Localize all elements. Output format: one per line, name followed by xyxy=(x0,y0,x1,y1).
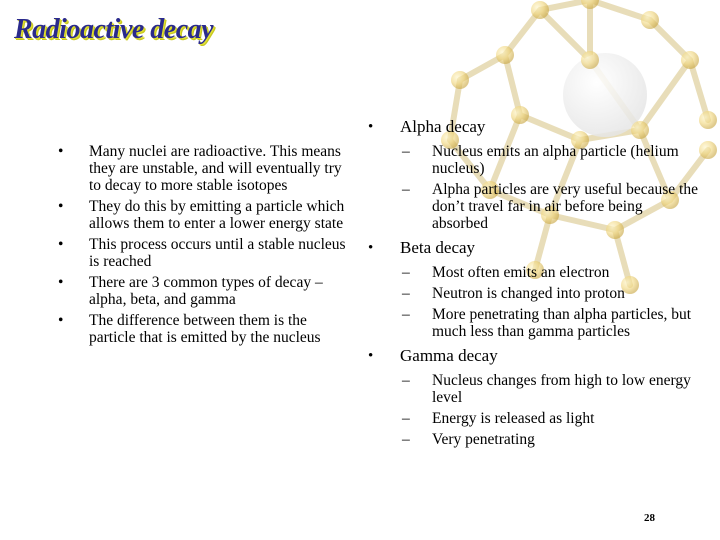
bullet-marker: • xyxy=(368,348,374,364)
decay-detail-item xyxy=(400,431,698,448)
dash-marker: – xyxy=(402,143,410,160)
decay-detail-list xyxy=(400,143,698,232)
decay-detail-item xyxy=(400,285,698,302)
decay-type-heading: Gamma decay xyxy=(400,346,498,365)
intro-bullet xyxy=(58,274,348,308)
decay-detail-text: Energy is released as light xyxy=(432,410,595,427)
decay-detail-text: More penetrating than alpha particles, but much less than gamma particles xyxy=(432,306,692,340)
bullet-marker: • xyxy=(58,236,64,253)
bullet-marker: • xyxy=(368,119,374,135)
intro-bullet xyxy=(58,236,348,270)
decay-detail-list xyxy=(400,264,698,340)
decay-detail-item xyxy=(400,306,698,340)
intro-bullet-text: There are 3 common types of decay – alpha, beta, and gamma xyxy=(89,274,323,308)
dash-marker: – xyxy=(402,181,410,198)
decay-detail-text: Most often emits an electron xyxy=(432,264,610,281)
decay-detail-item xyxy=(400,181,698,232)
decay-detail-item xyxy=(400,372,698,406)
decay-detail-text: Very penetrating xyxy=(432,431,535,448)
dash-marker: – xyxy=(402,372,410,389)
decay-detail-item xyxy=(400,410,698,427)
dash-marker: – xyxy=(402,285,410,302)
decay-type-item xyxy=(368,346,698,448)
dash-marker: – xyxy=(402,306,410,323)
bullet-marker: • xyxy=(368,240,374,256)
decay-types-list xyxy=(368,117,698,454)
decay-detail-text: Nucleus changes from high to low energy level xyxy=(432,372,691,406)
intro-bullet xyxy=(58,198,348,232)
decay-type-heading: Alpha decay xyxy=(400,117,486,136)
bullet-marker: • xyxy=(58,274,64,291)
intro-bullet-text: They do this by emitting a particle which allows them to enter a lower energy state xyxy=(89,198,345,232)
decay-type-item xyxy=(368,117,698,232)
dash-marker: – xyxy=(402,431,410,448)
decay-type-item xyxy=(368,238,698,340)
bullet-marker: • xyxy=(58,143,64,160)
decay-detail-text: Alpha particles are very useful because the don’t travel far in air before being absorbed xyxy=(432,181,698,232)
bullet-marker: • xyxy=(58,312,64,329)
decay-detail-text: Neutron is changed into proton xyxy=(432,285,625,302)
intro-bullet-text: This process occurs until a stable nucleus is reached xyxy=(89,236,346,270)
decay-detail-item xyxy=(400,264,698,281)
intro-bullet-text: The difference between them is the particle that is emitted by the nucleus xyxy=(89,312,321,346)
intro-bullet xyxy=(58,143,348,194)
page-number: 28 xyxy=(644,512,655,524)
intro-bullet-text: Many nuclei are radioactive. This means they are unstable, and will eventually try to decay to more stable isotopes xyxy=(89,143,342,194)
intro-bullet-list xyxy=(58,143,348,350)
dash-marker: – xyxy=(402,410,410,427)
decay-detail-text: Nucleus emits an alpha particle (helium nucleus) xyxy=(432,143,679,177)
slide-title: Radioactive decay xyxy=(14,14,214,45)
bullet-marker: • xyxy=(58,198,64,215)
decay-detail-list xyxy=(400,372,698,448)
intro-bullet xyxy=(58,312,348,346)
dash-marker: – xyxy=(402,264,410,281)
decay-type-heading: Beta decay xyxy=(400,238,476,257)
decay-detail-item xyxy=(400,143,698,177)
